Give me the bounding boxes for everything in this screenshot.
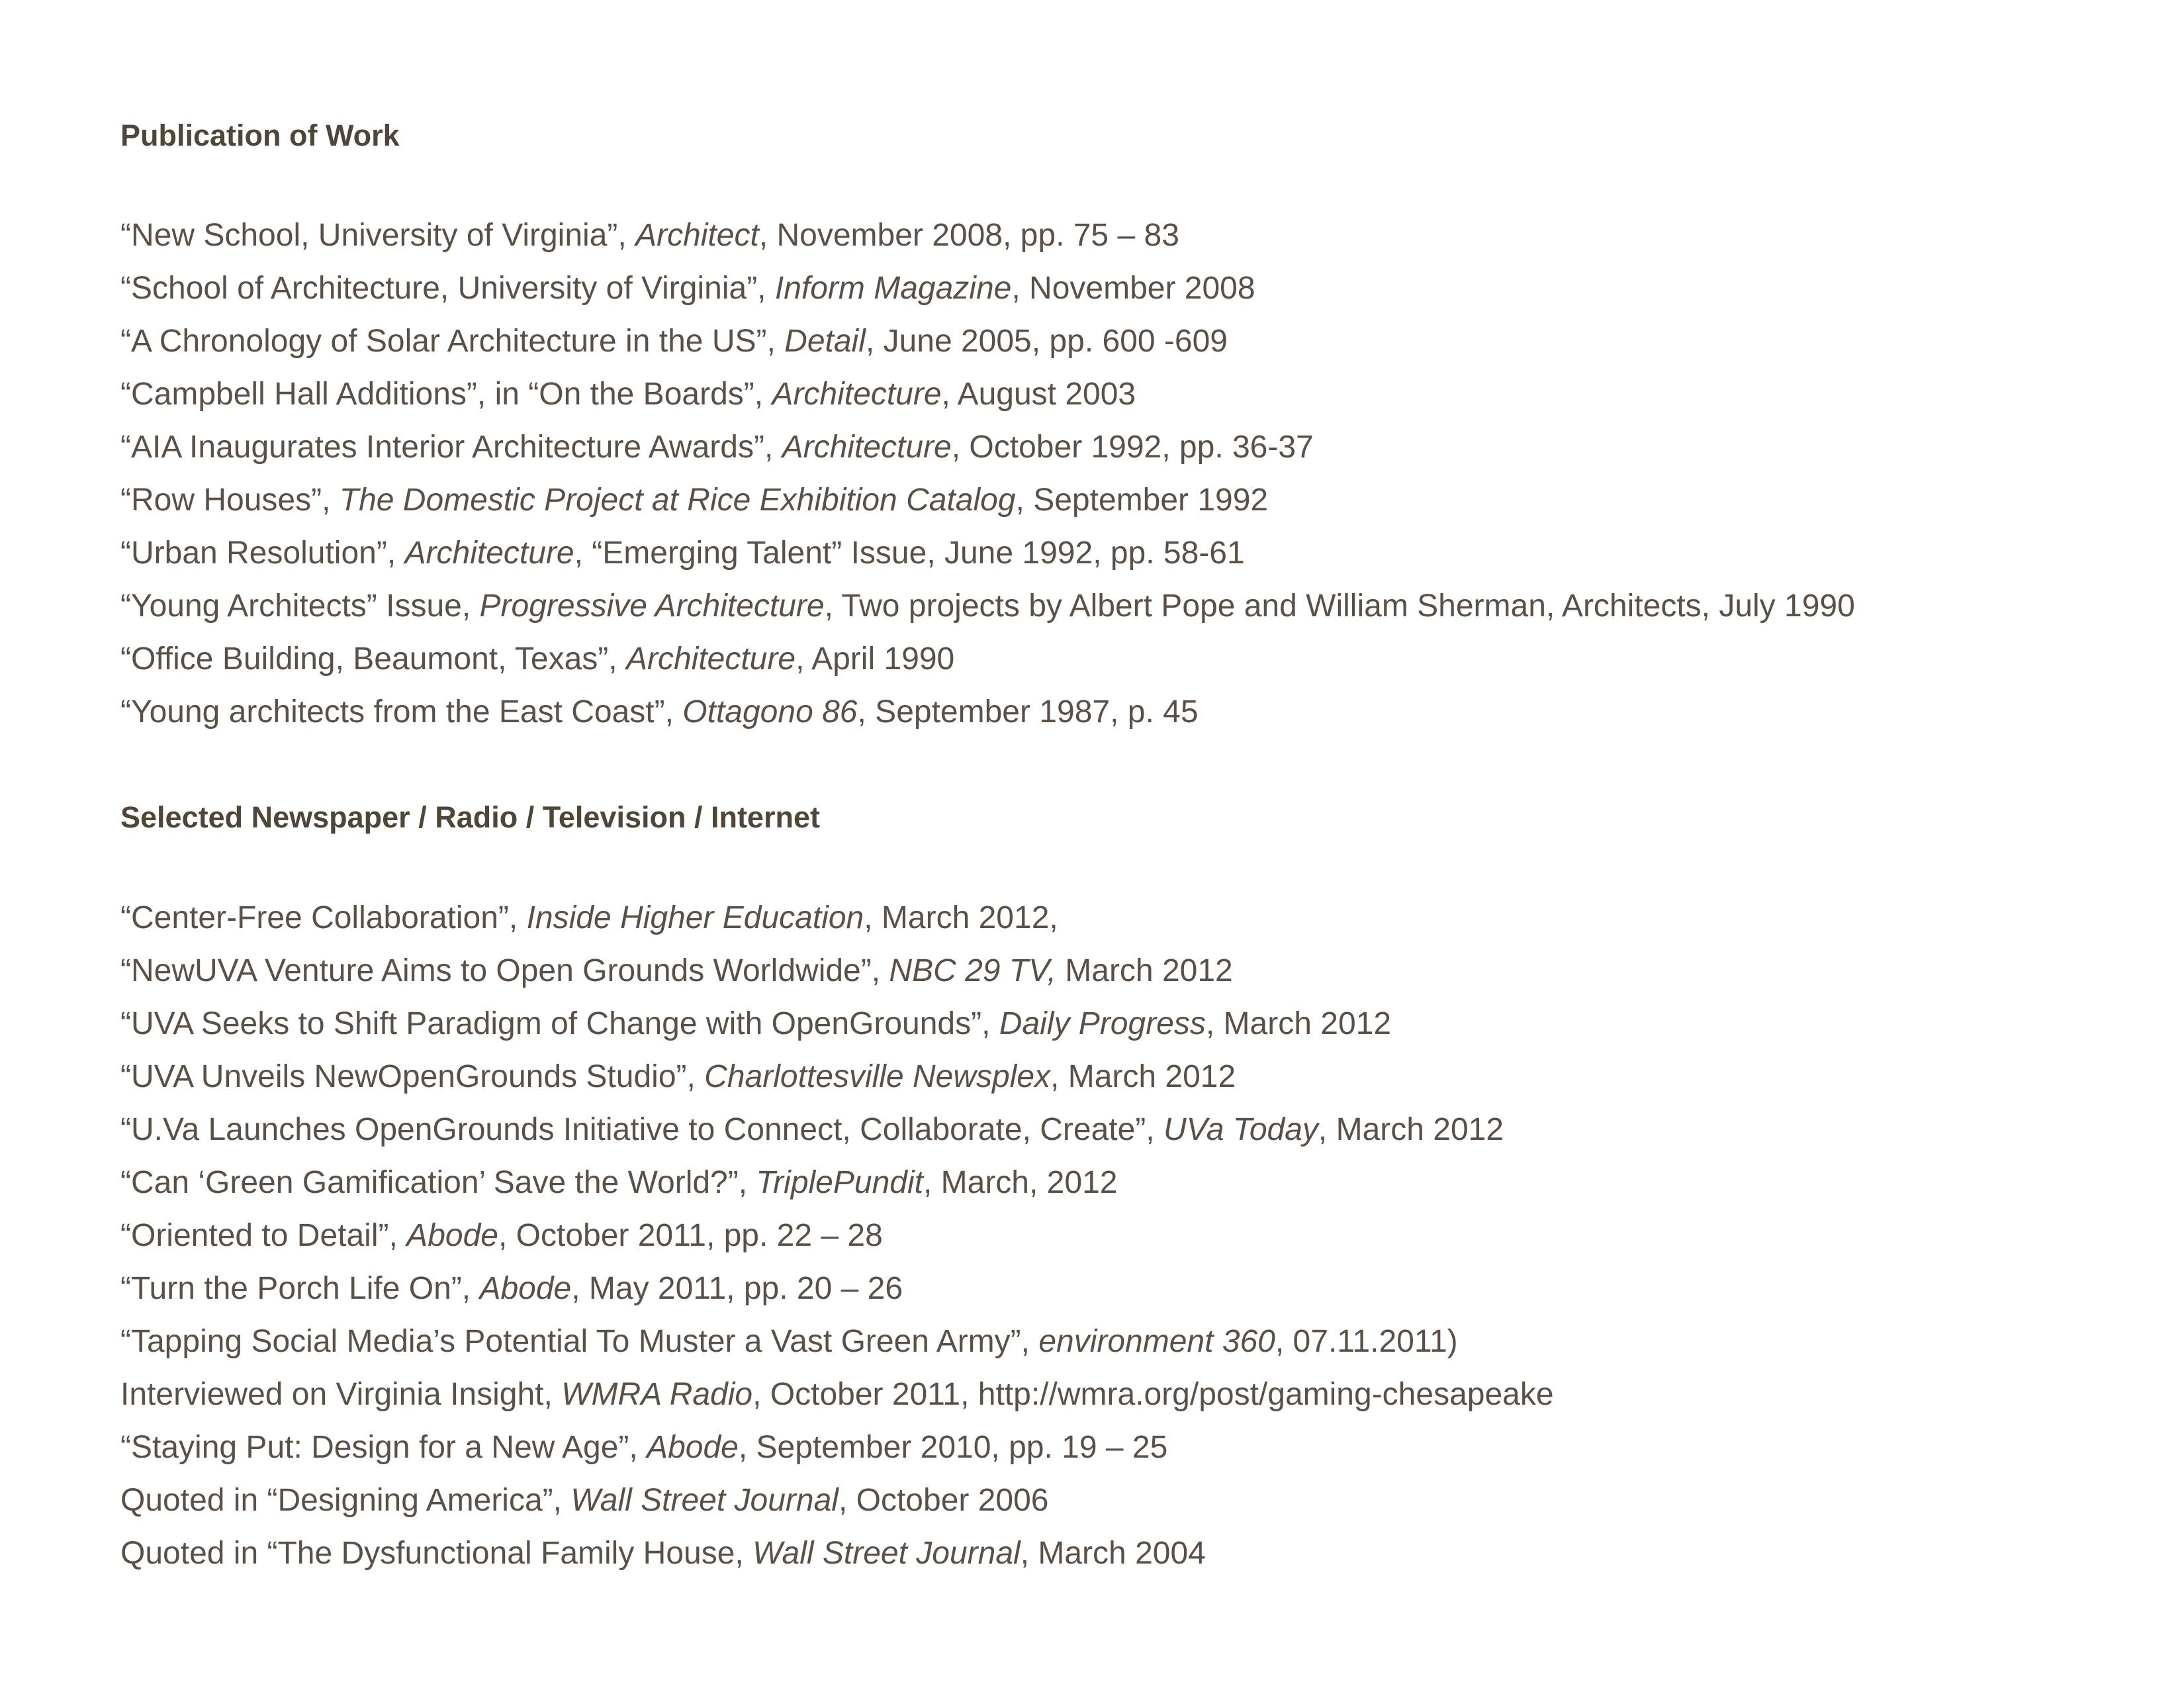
entry-details: , Two projects by Albert Pope and William Sherman, Architects, July 1990	[824, 588, 1855, 624]
entry-source: Architecture	[625, 641, 796, 677]
entry-details: , June 2005, pp. 600 -609	[865, 324, 1228, 359]
entry-title: “U.Va Launches OpenGrounds Initiative to Connect, Collaborate, Create”,	[120, 1112, 1163, 1147]
entry-source: UVa Today	[1163, 1112, 1318, 1147]
entry-source: Wall Street Journal	[570, 1483, 839, 1518]
entry-title: Interviewed on Virginia Insight,	[120, 1377, 562, 1412]
entry-details: , 07.11.2011)	[1275, 1324, 1458, 1359]
media-entry	[120, 1156, 2106, 1209]
media-entry	[120, 1421, 2106, 1474]
entry-details: , March 2012	[1050, 1059, 1236, 1094]
section-heading-media: Selected Newspaper / Radio / Television / Internet	[120, 800, 820, 834]
media-entry	[120, 1262, 2106, 1315]
entry-details: , September 1992	[1015, 483, 1269, 518]
entry-title: “Oriented to Detail”,	[120, 1218, 407, 1253]
entry-details: , October 1992, pp. 36-37	[951, 430, 1314, 465]
entry-title: Quoted in “Designing America”,	[120, 1483, 571, 1518]
entry-source: Abode	[406, 1218, 498, 1253]
entry-details: , “Emerging Talent” Issue, June 1992, pp. 58-61	[574, 536, 1245, 571]
entry-source: Architecture	[404, 536, 574, 571]
media-entry	[120, 1051, 2106, 1103]
media-entry	[120, 998, 2106, 1051]
entry-title: Quoted in “The Dysfunctional Family House,	[120, 1536, 753, 1571]
publication-entry	[120, 368, 2106, 421]
media-entry	[120, 945, 2106, 998]
publication-entry	[120, 686, 2106, 739]
publication-list	[120, 209, 2106, 739]
entry-title: “Urban Resolution”,	[120, 536, 405, 571]
entry-title: “UVA Unveils NewOpenGrounds Studio”,	[120, 1059, 705, 1094]
entry-title: “Office Building, Beaumont, Texas”,	[120, 641, 626, 677]
media-entry	[120, 1103, 2106, 1156]
publication-entry	[120, 580, 2106, 633]
media-list	[120, 892, 2106, 1580]
entry-details: , October 2011, http://wmra.org/post/gaming-chesapeake	[752, 1377, 1554, 1412]
publication-entry	[120, 421, 2106, 474]
entry-title: “Row Houses”,	[120, 483, 340, 518]
entry-source: WMRA Radio	[561, 1377, 753, 1412]
entry-title: “NewUVA Venture Aims to Open Grounds Worldwide”,	[120, 953, 889, 988]
entry-source: Inside Higher Education	[526, 900, 864, 935]
entry-details: , May 2011, pp. 20 – 26	[571, 1271, 903, 1306]
media-entry	[120, 1209, 2106, 1262]
entry-source: environment 360	[1038, 1324, 1275, 1359]
entry-source: Inform Magazine	[774, 271, 1012, 306]
entry-source: Architecture	[772, 377, 942, 412]
entry-title: “New School, University of Virginia”,	[120, 218, 636, 253]
entry-details: , March 2004	[1020, 1536, 1206, 1571]
media-entry	[120, 1368, 2106, 1421]
media-entry	[120, 1527, 2106, 1580]
media-entry	[120, 1315, 2106, 1368]
entry-source: Detail	[784, 324, 866, 359]
entry-details: , March 2012,	[864, 900, 1058, 935]
entry-source: Architecture	[782, 430, 952, 465]
entry-source: Wall Street Journal	[752, 1536, 1021, 1571]
entry-title: “Tapping Social Media’s Potential To Muster a Vast Green Army”,	[120, 1324, 1039, 1359]
entry-details: , August 2003	[941, 377, 1136, 412]
publication-entry	[120, 474, 2106, 527]
entry-title: “Young Architects” Issue,	[120, 588, 480, 624]
media-entry	[120, 1474, 2106, 1527]
entry-title: “UVA Seeks to Shift Paradigm of Change with OpenGrounds”,	[120, 1006, 999, 1041]
entry-details: , September 1987, p. 45	[857, 694, 1199, 729]
entry-title: “Campbell Hall Additions”, in “On the Boards”,	[120, 377, 772, 412]
entry-details: , March 2012	[1205, 1006, 1392, 1041]
entry-source: Abode	[647, 1430, 739, 1465]
publication-entry	[120, 209, 2106, 262]
entry-source: Daily Progress	[999, 1006, 1206, 1041]
publication-entry	[120, 527, 2106, 580]
section-heading-publication: Publication of Work	[120, 118, 400, 152]
entry-source: Abode	[479, 1271, 572, 1306]
entry-source: NBC 29 TV,	[889, 953, 1056, 988]
entry-details: , October 2011, pp. 22 – 28	[498, 1218, 883, 1253]
entry-source: Charlottesville Newsplex	[704, 1059, 1051, 1094]
entry-title: “A Chronology of Solar Architecture in the US”,	[120, 324, 785, 359]
entry-source: Progressive Architecture	[479, 588, 825, 624]
publication-entry	[120, 315, 2106, 368]
entry-title: “Young architects from the East Coast”,	[120, 694, 683, 729]
entry-details: March 2012	[1056, 953, 1233, 988]
entry-details: , March, 2012	[923, 1165, 1118, 1200]
entry-source: TriplePundit	[756, 1165, 923, 1200]
entry-details: , November 2008, pp. 75 – 83	[758, 218, 1179, 253]
entry-title: “Staying Put: Design for a New Age”,	[120, 1430, 647, 1465]
entry-details: , March 2012	[1318, 1112, 1504, 1147]
entry-source: Ottagono 86	[682, 694, 858, 729]
entry-title: “AIA Inaugurates Interior Architecture Awards”,	[120, 430, 782, 465]
publication-entry	[120, 262, 2106, 315]
entry-details: , April 1990	[796, 641, 955, 677]
entry-title: “Center-Free Collaboration”,	[120, 900, 527, 935]
entry-details: , November 2008	[1011, 271, 1255, 306]
entry-title: “School of Architecture, University of Virginia”,	[120, 271, 775, 306]
entry-title: “Turn the Porch Life On”,	[120, 1271, 480, 1306]
entry-source: The Domestic Project at Rice Exhibition Catalog	[339, 483, 1016, 518]
publication-entry	[120, 633, 2106, 686]
entry-source: Architect	[635, 218, 759, 253]
entry-details: , October 2006	[838, 1483, 1049, 1518]
entry-title: “Can ‘Green Gamification’ Save the World?”,	[120, 1165, 756, 1200]
media-entry	[120, 892, 2106, 945]
entry-details: , September 2010, pp. 19 – 25	[738, 1430, 1168, 1465]
